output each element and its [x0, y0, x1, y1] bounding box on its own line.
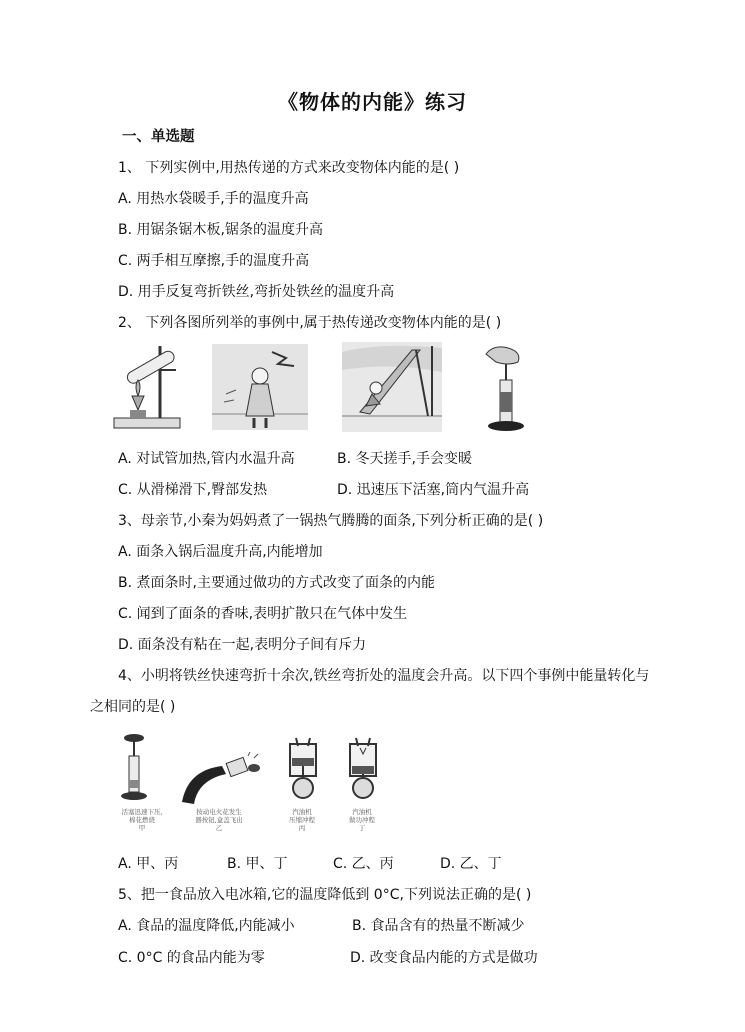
figure-caption-bing: 汽油机 压缩冲程 丙 — [289, 808, 315, 832]
question-3-option-c: C. 闻到了面条的香味,表明扩散只在气体中发生 — [118, 606, 408, 622]
figure-caption-jia: 活塞迅速下压, 棉花燃烧 甲 — [121, 808, 163, 832]
question-3-option-b: B. 煮面条时,主要通过做功的方式改变了面条的内能 — [118, 575, 435, 591]
question-2-stem: 2、 下列各图所列举的事例中,属于热传递改变物体内能的是( ) — [118, 315, 502, 331]
question-3-option-d: D. 面条没有粘在一起,表明分子间有斥力 — [118, 637, 367, 653]
question-3-option-a: A. 面条入锅后温度升高,内能增加 — [118, 544, 323, 560]
question-3-stem: 3、母亲节,小秦为妈妈煮了一锅热气腾腾的面条,下列分析正确的是( ) — [118, 513, 544, 529]
question-5-option-b: B. 食品含有的热量不断减少 — [352, 918, 525, 934]
question-2-option-c: C. 从滑梯滑下,臀部发热 — [118, 482, 268, 498]
question-5-option-d: D. 改变食品内能的方式是做功 — [350, 950, 538, 966]
question-1-stem: 1、 下列实例中,用热传递的方式来改变物体内能的是( ) — [118, 160, 460, 176]
question-2-option-a: A. 对试管加热,管内水温升高 — [118, 451, 295, 467]
question-4-stem-line-2: 之相同的是( ) — [90, 699, 176, 715]
question-4-option-a: A. 甲、丙 — [118, 856, 179, 872]
rubbing-hands-figure — [212, 344, 308, 430]
question-1-option-b: B. 用锯条锯木板,锯条的温度升高 — [118, 222, 323, 238]
question-5-stem: 5、把一食品放入电冰箱,它的温度降低到 0°C,下列说法正确的是( ) — [118, 887, 532, 903]
engine-power-stroke-figure — [344, 736, 382, 802]
question-4-option-b: B. 甲、丁 — [227, 856, 288, 872]
figure-caption-ding: 汽油机 做功冲程 丁 — [349, 808, 375, 832]
question-2-option-b: B. 冬天搓手,手会变暖 — [337, 451, 472, 467]
spark-generator-figure — [178, 752, 262, 806]
question-5-option-a: A. 食品的温度降低,内能减小 — [118, 918, 295, 934]
piston-pump-figure — [478, 340, 532, 436]
question-1-option-a: A. 用热水袋暖手,手的温度升高 — [118, 191, 309, 207]
question-1-option-c: C. 两手相互摩擦,手的温度升高 — [118, 253, 310, 269]
compression-tube-figure — [118, 730, 152, 804]
slide-figure — [342, 342, 442, 432]
test-tube-heating-figure — [110, 340, 190, 432]
section-heading: 一、单选题 — [122, 129, 195, 145]
question-4-stem-line-1: 4、小明将铁丝快速弯折十余次,铁丝弯折处的温度会升高。以下四个事例中能量转化与 — [118, 668, 650, 684]
question-5-option-c: C. 0°C 的食品内能为零 — [118, 950, 265, 966]
question-1-option-d: D. 用手反复弯折铁丝,弯折处铁丝的温度升高 — [118, 284, 395, 300]
question-4-option-d: D. 乙、丁 — [440, 856, 502, 872]
question-2-option-d: D. 迅速压下活塞,筒内气温升高 — [337, 482, 530, 498]
figure-caption-yi: 按动电火花发生 器按钮,盒盖飞出 乙 — [195, 808, 243, 832]
engine-compression-stroke-figure — [284, 736, 322, 802]
question-4-option-c: C. 乙、丙 — [333, 856, 394, 872]
page-title: 《物体的内能》练习 — [278, 90, 467, 114]
